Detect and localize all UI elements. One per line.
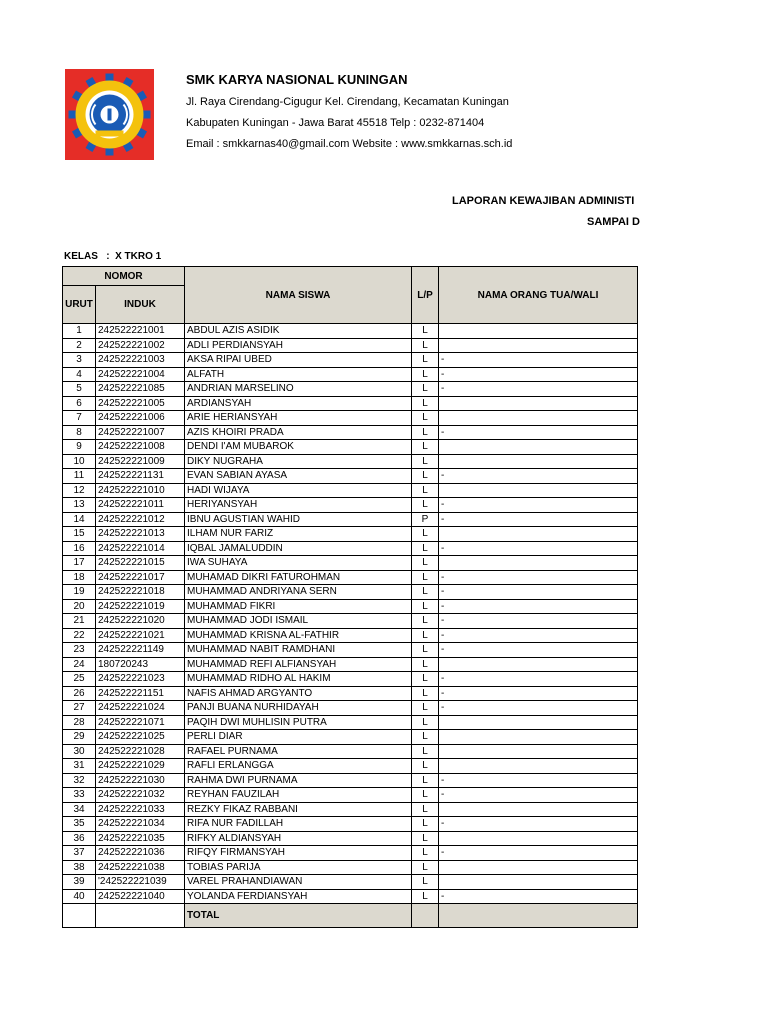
- class-label: KELAS : X TKRO 1: [64, 251, 162, 262]
- cell-urut: 29: [63, 730, 96, 745]
- cell-nama-siswa: MUHAMMAD JODI ISMAIL: [185, 614, 412, 629]
- cell-wali: [439, 730, 638, 745]
- cell-lp: L: [412, 657, 439, 672]
- cell-induk: 242522221131: [96, 469, 185, 484]
- table-row: [63, 802, 638, 817]
- total-blank-induk: [96, 904, 185, 928]
- cell-lp: L: [412, 498, 439, 513]
- cell-induk: 242522221003: [96, 353, 185, 368]
- cell-urut: 19: [63, 585, 96, 600]
- table-row: [63, 483, 638, 498]
- cell-wali: -: [439, 382, 638, 397]
- cell-urut: 21: [63, 614, 96, 629]
- total-row: [63, 904, 638, 928]
- cell-urut: 39: [63, 875, 96, 890]
- cell-induk: 242522221024: [96, 701, 185, 716]
- cell-wali: [439, 454, 638, 469]
- cell-nama-siswa: IWA SUHAYA: [185, 556, 412, 571]
- cell-wali: [439, 715, 638, 730]
- cell-induk: 242522221019: [96, 599, 185, 614]
- table-row: [63, 440, 638, 455]
- table-row: [63, 846, 638, 861]
- table-row: [63, 353, 638, 368]
- cell-lp: L: [412, 788, 439, 803]
- cell-induk: 242522221017: [96, 570, 185, 585]
- table-row: [63, 628, 638, 643]
- cell-urut: 2: [63, 338, 96, 353]
- cell-urut: 3: [63, 353, 96, 368]
- cell-wali: [439, 527, 638, 542]
- table-row: [63, 672, 638, 687]
- cell-lp: L: [412, 860, 439, 875]
- cell-urut: 28: [63, 715, 96, 730]
- cell-nama-siswa: MUHAMMAD ANDRIYANA SERN: [185, 585, 412, 600]
- cell-urut: 38: [63, 860, 96, 875]
- cell-nama-siswa: IBNU AGUSTIAN WAHID: [185, 512, 412, 527]
- table-row: [63, 773, 638, 788]
- cell-wali: [439, 338, 638, 353]
- cell-wali: [439, 556, 638, 571]
- cell-lp: L: [412, 614, 439, 629]
- total-wali: [439, 904, 638, 928]
- cell-induk: 242522221023: [96, 672, 185, 687]
- school-contact: Email : smkkarnas40@gmail.com Website : www.smkkarnas.sch.id: [186, 138, 513, 150]
- cell-induk: 242522221029: [96, 759, 185, 774]
- cell-lp: L: [412, 672, 439, 687]
- student-table: [62, 266, 638, 928]
- cell-wali: -: [439, 889, 638, 904]
- table-row: [63, 396, 638, 411]
- cell-wali: [439, 875, 638, 890]
- table-row: [63, 570, 638, 585]
- cell-induk: 242522221038: [96, 860, 185, 875]
- header-nama-siswa: NAMA SISWA: [185, 267, 412, 324]
- cell-lp: L: [412, 454, 439, 469]
- cell-induk: 242522221020: [96, 614, 185, 629]
- cell-urut: 4: [63, 367, 96, 382]
- cell-lp: L: [412, 875, 439, 890]
- cell-nama-siswa: DIKY NUGRAHA: [185, 454, 412, 469]
- cell-nama-siswa: MUHAMMAD NABIT RAMDHANI: [185, 643, 412, 658]
- cell-lp: L: [412, 730, 439, 745]
- cell-wali: -: [439, 425, 638, 440]
- cell-nama-siswa: MUHAMMAD FIKRI: [185, 599, 412, 614]
- cell-nama-siswa: PANJI BUANA NURHIDAYAH: [185, 701, 412, 716]
- table-row: [63, 860, 638, 875]
- cell-wali: -: [439, 367, 638, 382]
- cell-induk: 242522221014: [96, 541, 185, 556]
- cell-wali: [439, 802, 638, 817]
- table-row: [63, 744, 638, 759]
- cell-nama-siswa: MUHAMMAD KRISNA AL-FATHIR: [185, 628, 412, 643]
- cell-nama-siswa: NAFIS AHMAD ARGYANTO: [185, 686, 412, 701]
- cell-nama-siswa: YOLANDA FERDIANSYAH: [185, 889, 412, 904]
- cell-wali: [439, 396, 638, 411]
- cell-urut: 22: [63, 628, 96, 643]
- cell-lp: L: [412, 338, 439, 353]
- cell-lp: L: [412, 686, 439, 701]
- cell-urut: 31: [63, 759, 96, 774]
- cell-induk: 242522221028: [96, 744, 185, 759]
- cell-induk: 242522221012: [96, 512, 185, 527]
- header-nomor: NOMOR: [63, 267, 185, 286]
- cell-induk: 242522221085: [96, 382, 185, 397]
- table-row: [63, 730, 638, 745]
- table-row: [63, 324, 638, 339]
- cell-urut: 6: [63, 396, 96, 411]
- cell-induk: 242522221040: [96, 889, 185, 904]
- cell-induk: 242522221013: [96, 527, 185, 542]
- table-row: [63, 425, 638, 440]
- cell-nama-siswa: REZKY FIKAZ RABBANI: [185, 802, 412, 817]
- cell-urut: 33: [63, 788, 96, 803]
- cell-urut: 8: [63, 425, 96, 440]
- cell-wali: -: [439, 788, 638, 803]
- cell-induk: 180720243: [96, 657, 185, 672]
- cell-wali: [439, 440, 638, 455]
- cell-induk: 242522221035: [96, 831, 185, 846]
- cell-wali: -: [439, 512, 638, 527]
- cell-urut: 40: [63, 889, 96, 904]
- header-lp: L/P: [412, 267, 439, 324]
- cell-urut: 5: [63, 382, 96, 397]
- cell-nama-siswa: PERLI DIAR: [185, 730, 412, 745]
- table-row: [63, 541, 638, 556]
- table-row: [63, 338, 638, 353]
- cell-urut: 17: [63, 556, 96, 571]
- cell-nama-siswa: AZIS KHOIRI PRADA: [185, 425, 412, 440]
- cell-lp: L: [412, 585, 439, 600]
- report-subtitle: SAMPAI D: [587, 216, 640, 228]
- cell-nama-siswa: MUHAMMAD REFI ALFIANSYAH: [185, 657, 412, 672]
- cell-urut: 23: [63, 643, 96, 658]
- cell-induk: 242522221021: [96, 628, 185, 643]
- cell-nama-siswa: HERIYANSYAH: [185, 498, 412, 513]
- cell-nama-siswa: RIFQY FIRMANSYAH: [185, 846, 412, 861]
- cell-lp: L: [412, 759, 439, 774]
- table-row: [63, 556, 638, 571]
- cell-induk: 242522221033: [96, 802, 185, 817]
- cell-nama-siswa: EVAN SABIAN AYASA: [185, 469, 412, 484]
- cell-lp: L: [412, 744, 439, 759]
- cell-nama-siswa: AKSA RIPAI UBED: [185, 353, 412, 368]
- cell-nama-siswa: IQBAL JAMALUDDIN: [185, 541, 412, 556]
- table-row: [63, 585, 638, 600]
- total-label: TOTAL: [185, 904, 412, 928]
- cell-urut: 13: [63, 498, 96, 513]
- cell-induk: 242522221030: [96, 773, 185, 788]
- cell-urut: 30: [63, 744, 96, 759]
- cell-wali: -: [439, 353, 638, 368]
- cell-wali: [439, 657, 638, 672]
- cell-wali: -: [439, 773, 638, 788]
- cell-nama-siswa: HADI WIJAYA: [185, 483, 412, 498]
- cell-nama-siswa: RAFLI ERLANGGA: [185, 759, 412, 774]
- cell-wali: [439, 411, 638, 426]
- table-row: [63, 715, 638, 730]
- cell-induk: 242522221002: [96, 338, 185, 353]
- cell-wali: -: [439, 686, 638, 701]
- report-heading: [0, 190, 640, 230]
- cell-induk: 242522221071: [96, 715, 185, 730]
- cell-nama-siswa: RIFA NUR FADILLAH: [185, 817, 412, 832]
- cell-urut: 35: [63, 817, 96, 832]
- cell-wali: -: [439, 599, 638, 614]
- cell-nama-siswa: RAFAEL PURNAMA: [185, 744, 412, 759]
- cell-wali: -: [439, 498, 638, 513]
- cell-nama-siswa: MUHAMMAD RIDHO AL HAKIM: [185, 672, 412, 687]
- cell-lp: L: [412, 817, 439, 832]
- cell-urut: 18: [63, 570, 96, 585]
- report-title: LAPORAN KEWAJIBAN ADMINISTI: [452, 195, 635, 207]
- cell-lp: L: [412, 643, 439, 658]
- table-row: [63, 701, 638, 716]
- cell-induk: 242522221005: [96, 396, 185, 411]
- cell-lp: L: [412, 469, 439, 484]
- cell-lp: L: [412, 425, 439, 440]
- cell-lp: L: [412, 353, 439, 368]
- cell-nama-siswa: ADLI PERDIANSYAH: [185, 338, 412, 353]
- cell-nama-siswa: MUHAMAD DIKRI FATUROHMAN: [185, 570, 412, 585]
- table-row: [63, 889, 638, 904]
- cell-induk: 242522221009: [96, 454, 185, 469]
- cell-nama-siswa: ALFATH: [185, 367, 412, 382]
- cell-wali: -: [439, 643, 638, 658]
- table-row: [63, 498, 638, 513]
- cell-lp: L: [412, 367, 439, 382]
- table-row: [63, 382, 638, 397]
- cell-induk: 242522221006: [96, 411, 185, 426]
- cell-nama-siswa: DENDI I'AM MUBAROK: [185, 440, 412, 455]
- cell-lp: L: [412, 527, 439, 542]
- total-lp: [412, 904, 439, 928]
- cell-urut: 25: [63, 672, 96, 687]
- cell-wali: -: [439, 846, 638, 861]
- cell-lp: L: [412, 889, 439, 904]
- table-row: [63, 367, 638, 382]
- header-induk: INDUK: [96, 286, 185, 324]
- table-row: [63, 599, 638, 614]
- table-row: [63, 469, 638, 484]
- school-address-line1: Jl. Raya Cirendang-Cigugur Kel. Cirendang, Kecamatan Kuningan: [186, 96, 509, 108]
- cell-wali: -: [439, 672, 638, 687]
- table-row: [63, 831, 638, 846]
- header-nama-orang-tua: NAMA ORANG TUA/WALI: [439, 267, 638, 324]
- table-row: [63, 614, 638, 629]
- cell-nama-siswa: ARIE HERIANSYAH: [185, 411, 412, 426]
- cell-lp: P: [412, 512, 439, 527]
- table-row: [63, 657, 638, 672]
- cell-lp: L: [412, 324, 439, 339]
- table-row: [63, 643, 638, 658]
- cell-urut: 20: [63, 599, 96, 614]
- cell-induk: '242522221039: [96, 875, 185, 890]
- cell-urut: 10: [63, 454, 96, 469]
- cell-urut: 11: [63, 469, 96, 484]
- cell-wali: -: [439, 614, 638, 629]
- cell-induk: 242522221008: [96, 440, 185, 455]
- cell-wali: -: [439, 585, 638, 600]
- table-row: [63, 788, 638, 803]
- cell-wali: [439, 483, 638, 498]
- cell-nama-siswa: REYHAN FAUZILAH: [185, 788, 412, 803]
- cell-nama-siswa: RAHMA DWI PURNAMA: [185, 773, 412, 788]
- cell-lp: L: [412, 382, 439, 397]
- cell-wali: [439, 759, 638, 774]
- cell-urut: 1: [63, 324, 96, 339]
- cell-lp: L: [412, 701, 439, 716]
- cell-urut: 7: [63, 411, 96, 426]
- cell-induk: 242522221032: [96, 788, 185, 803]
- cell-lp: L: [412, 831, 439, 846]
- cell-wali: [439, 324, 638, 339]
- cell-induk: 242522221025: [96, 730, 185, 745]
- cell-wali: -: [439, 541, 638, 556]
- cell-urut: 24: [63, 657, 96, 672]
- cell-induk: 242522221149: [96, 643, 185, 658]
- cell-wali: -: [439, 469, 638, 484]
- student-rows: [63, 324, 638, 904]
- table-row: [63, 759, 638, 774]
- cell-lp: L: [412, 715, 439, 730]
- cell-lp: L: [412, 541, 439, 556]
- cell-induk: 242522221011: [96, 498, 185, 513]
- cell-urut: 27: [63, 701, 96, 716]
- table-row: [63, 454, 638, 469]
- cell-induk: 242522221004: [96, 367, 185, 382]
- cell-lp: L: [412, 628, 439, 643]
- table-row: [63, 686, 638, 701]
- header-urut: URUT: [63, 286, 96, 324]
- cell-urut: 36: [63, 831, 96, 846]
- cell-nama-siswa: RIFKY ALDIANSYAH: [185, 831, 412, 846]
- cell-wali: -: [439, 570, 638, 585]
- cell-wali: -: [439, 701, 638, 716]
- cell-wali: [439, 831, 638, 846]
- total-blank-urut: [63, 904, 96, 928]
- school-logo: [65, 69, 154, 160]
- cell-lp: L: [412, 570, 439, 585]
- cell-induk: 242522221034: [96, 817, 185, 832]
- cell-induk: 242522221015: [96, 556, 185, 571]
- cell-induk: 242522221036: [96, 846, 185, 861]
- cell-wali: -: [439, 628, 638, 643]
- cell-urut: 15: [63, 527, 96, 542]
- cell-nama-siswa: VAREL PRAHANDIAWAN: [185, 875, 412, 890]
- cell-urut: 37: [63, 846, 96, 861]
- cell-urut: 14: [63, 512, 96, 527]
- cell-wali: [439, 744, 638, 759]
- table-row: [63, 817, 638, 832]
- table-row: [63, 527, 638, 542]
- cell-lp: L: [412, 396, 439, 411]
- cell-lp: L: [412, 411, 439, 426]
- cell-urut: 26: [63, 686, 96, 701]
- cell-wali: [439, 860, 638, 875]
- school-address-line2: Kabupaten Kuningan - Jawa Barat 45518 Telp : 0232-871404: [186, 117, 485, 129]
- table-row: [63, 875, 638, 890]
- cell-induk: 242522221007: [96, 425, 185, 440]
- cell-lp: L: [412, 483, 439, 498]
- cell-urut: 12: [63, 483, 96, 498]
- cell-urut: 9: [63, 440, 96, 455]
- cell-induk: 242522221151: [96, 686, 185, 701]
- cell-nama-siswa: PAQIH DWI MUHLISIN PUTRA: [185, 715, 412, 730]
- cell-urut: 34: [63, 802, 96, 817]
- cell-lp: L: [412, 773, 439, 788]
- cell-lp: L: [412, 599, 439, 614]
- cell-wali: -: [439, 817, 638, 832]
- table-row: [63, 512, 638, 527]
- cell-lp: L: [412, 846, 439, 861]
- table-row: [63, 411, 638, 426]
- cell-induk: 242522221001: [96, 324, 185, 339]
- cell-nama-siswa: TOBIAS PARIJA: [185, 860, 412, 875]
- cell-lp: L: [412, 440, 439, 455]
- cell-induk: 242522221018: [96, 585, 185, 600]
- cell-nama-siswa: ILHAM NUR FARIZ: [185, 527, 412, 542]
- cell-nama-siswa: ABDUL AZIS ASIDIK: [185, 324, 412, 339]
- cell-lp: L: [412, 556, 439, 571]
- cell-induk: 242522221010: [96, 483, 185, 498]
- cell-urut: 32: [63, 773, 96, 788]
- cell-urut: 16: [63, 541, 96, 556]
- school-name: SMK KARYA NASIONAL KUNINGAN: [186, 72, 408, 87]
- cell-nama-siswa: ANDRIAN MARSELINO: [185, 382, 412, 397]
- cell-nama-siswa: ARDIANSYAH: [185, 396, 412, 411]
- cell-lp: L: [412, 802, 439, 817]
